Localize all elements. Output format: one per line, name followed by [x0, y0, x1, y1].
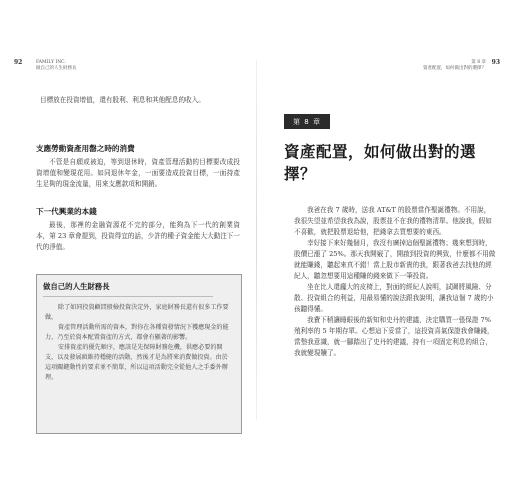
- chapter-title: 資產配置，如何做出對的選擇？: [284, 143, 477, 183]
- chapter-paragraph: 幸好接下來好幾個月，我沒有廣掉這個聖誕禮物；幾來想到時，股價已漲了 25%。那天我開竅了，開啟到投資的興致，什麼都不用做就能賺錢，聽起來真不錯！當上股市新貴的我，跟著我爸去找他的經紀人，聽忽想要用這種賺的錢來做下一筆投資。: [294, 239, 496, 280]
- running-head-right-text: [423, 60, 486, 71]
- sidebar-body: [45, 303, 233, 383]
- chapter-paragraph: 我費下稍讓睡眼後的新知和史丹的建議，決定購買一張保證 7% 殖利率的 5 年期存單。心想這下妥當了，這投資喜氣保證我會賺錢，當墊我意識，就一腳踏出了史丹的建議，持有一項固定利息的組合，我就變現贖了。: [294, 316, 494, 357]
- chapter-paragraph: 我爸在我 7 歲時，送我 AT&T 的股票當作聖誕禮物。不用說，我很失望並希望我我為說，股票並不在我的禮物清單。他說我，假如不喜歡，就把股票退給他，把錢拿去買想要的東西。: [294, 206, 492, 236]
- book-title-english: FAMILY INC.: [36, 60, 66, 65]
- page-number-left: 92: [14, 59, 23, 66]
- section-heading: 支應勞動資產用罄之時的消費: [36, 144, 135, 153]
- sidebar-paragraph: 資產管理活動所需的資本，對你在各種資發情況下獲應現金的能力，乃至於資本配置資產的方式，都會有顯著的影響。: [45, 324, 229, 341]
- running-head-chapter-title: 資產配置，如何做出對的選擇？: [423, 65, 486, 71]
- right-page: [268, 60, 500, 420]
- section-consumption: [36, 143, 240, 190]
- book-gutter: [256, 60, 257, 420]
- section-body: 最後，那裡的金融資源花不完的部分，能夠為下一代的創業資本，第 23 章會提到，投資得宜的話，少許的種子資金能大大動注下一代的淨值。: [36, 221, 240, 251]
- opening-paragraph: [40, 95, 240, 106]
- section-heading: 下一代興業的本錢: [36, 207, 97, 216]
- chapter-body: [294, 205, 496, 359]
- sidebar-paragraph: 安排資產的優先順序，應該是先保障財務危機，供應必要的開支，以及發展頭維持穩健的活動，然後才是為將來消費做投資。由於這項關鍵動性的要求並不簡單，所以這項活動完全從他人之手委外辦理。: [45, 344, 228, 381]
- sidebar-box: [36, 274, 242, 434]
- sidebar-title: 做自己的人生財務長: [43, 281, 213, 297]
- running-head-left-text: [36, 60, 77, 71]
- opening-paragraph-text: 目標放在投資增值，還有股利、利息和其他配息的收入。: [40, 96, 205, 104]
- section-next-generation: [36, 206, 240, 253]
- chapter-label: 第 8 章: [284, 114, 330, 129]
- left-page: [14, 60, 246, 420]
- sidebar-paragraph: 除了如同投資顧問般檢投資決定外，家庭財務長還有很多工作要做。: [45, 304, 229, 321]
- chapter-paragraph: 坐在比人還龐大的皮椅上，對面的經紀人說明，試圖將風險、分散、投資組合的利益，用最易懂的說法跟我說明，讓我這個 7 歲的小孩聽得懂。: [294, 283, 494, 313]
- running-head-chapter: 第 8 章: [471, 60, 486, 65]
- page-number-right: 93: [491, 59, 500, 66]
- section-body: 不管是自願或被迫，等到退休時，資產管理活動的目標要改成投資增值和變現花用。如同退休年金，一面要造成投資目標，一面持產生足夠的現金流量，用來支應款項和開銷。: [36, 158, 240, 188]
- book-title-chinese: 做自己的人生財務長: [36, 65, 77, 71]
